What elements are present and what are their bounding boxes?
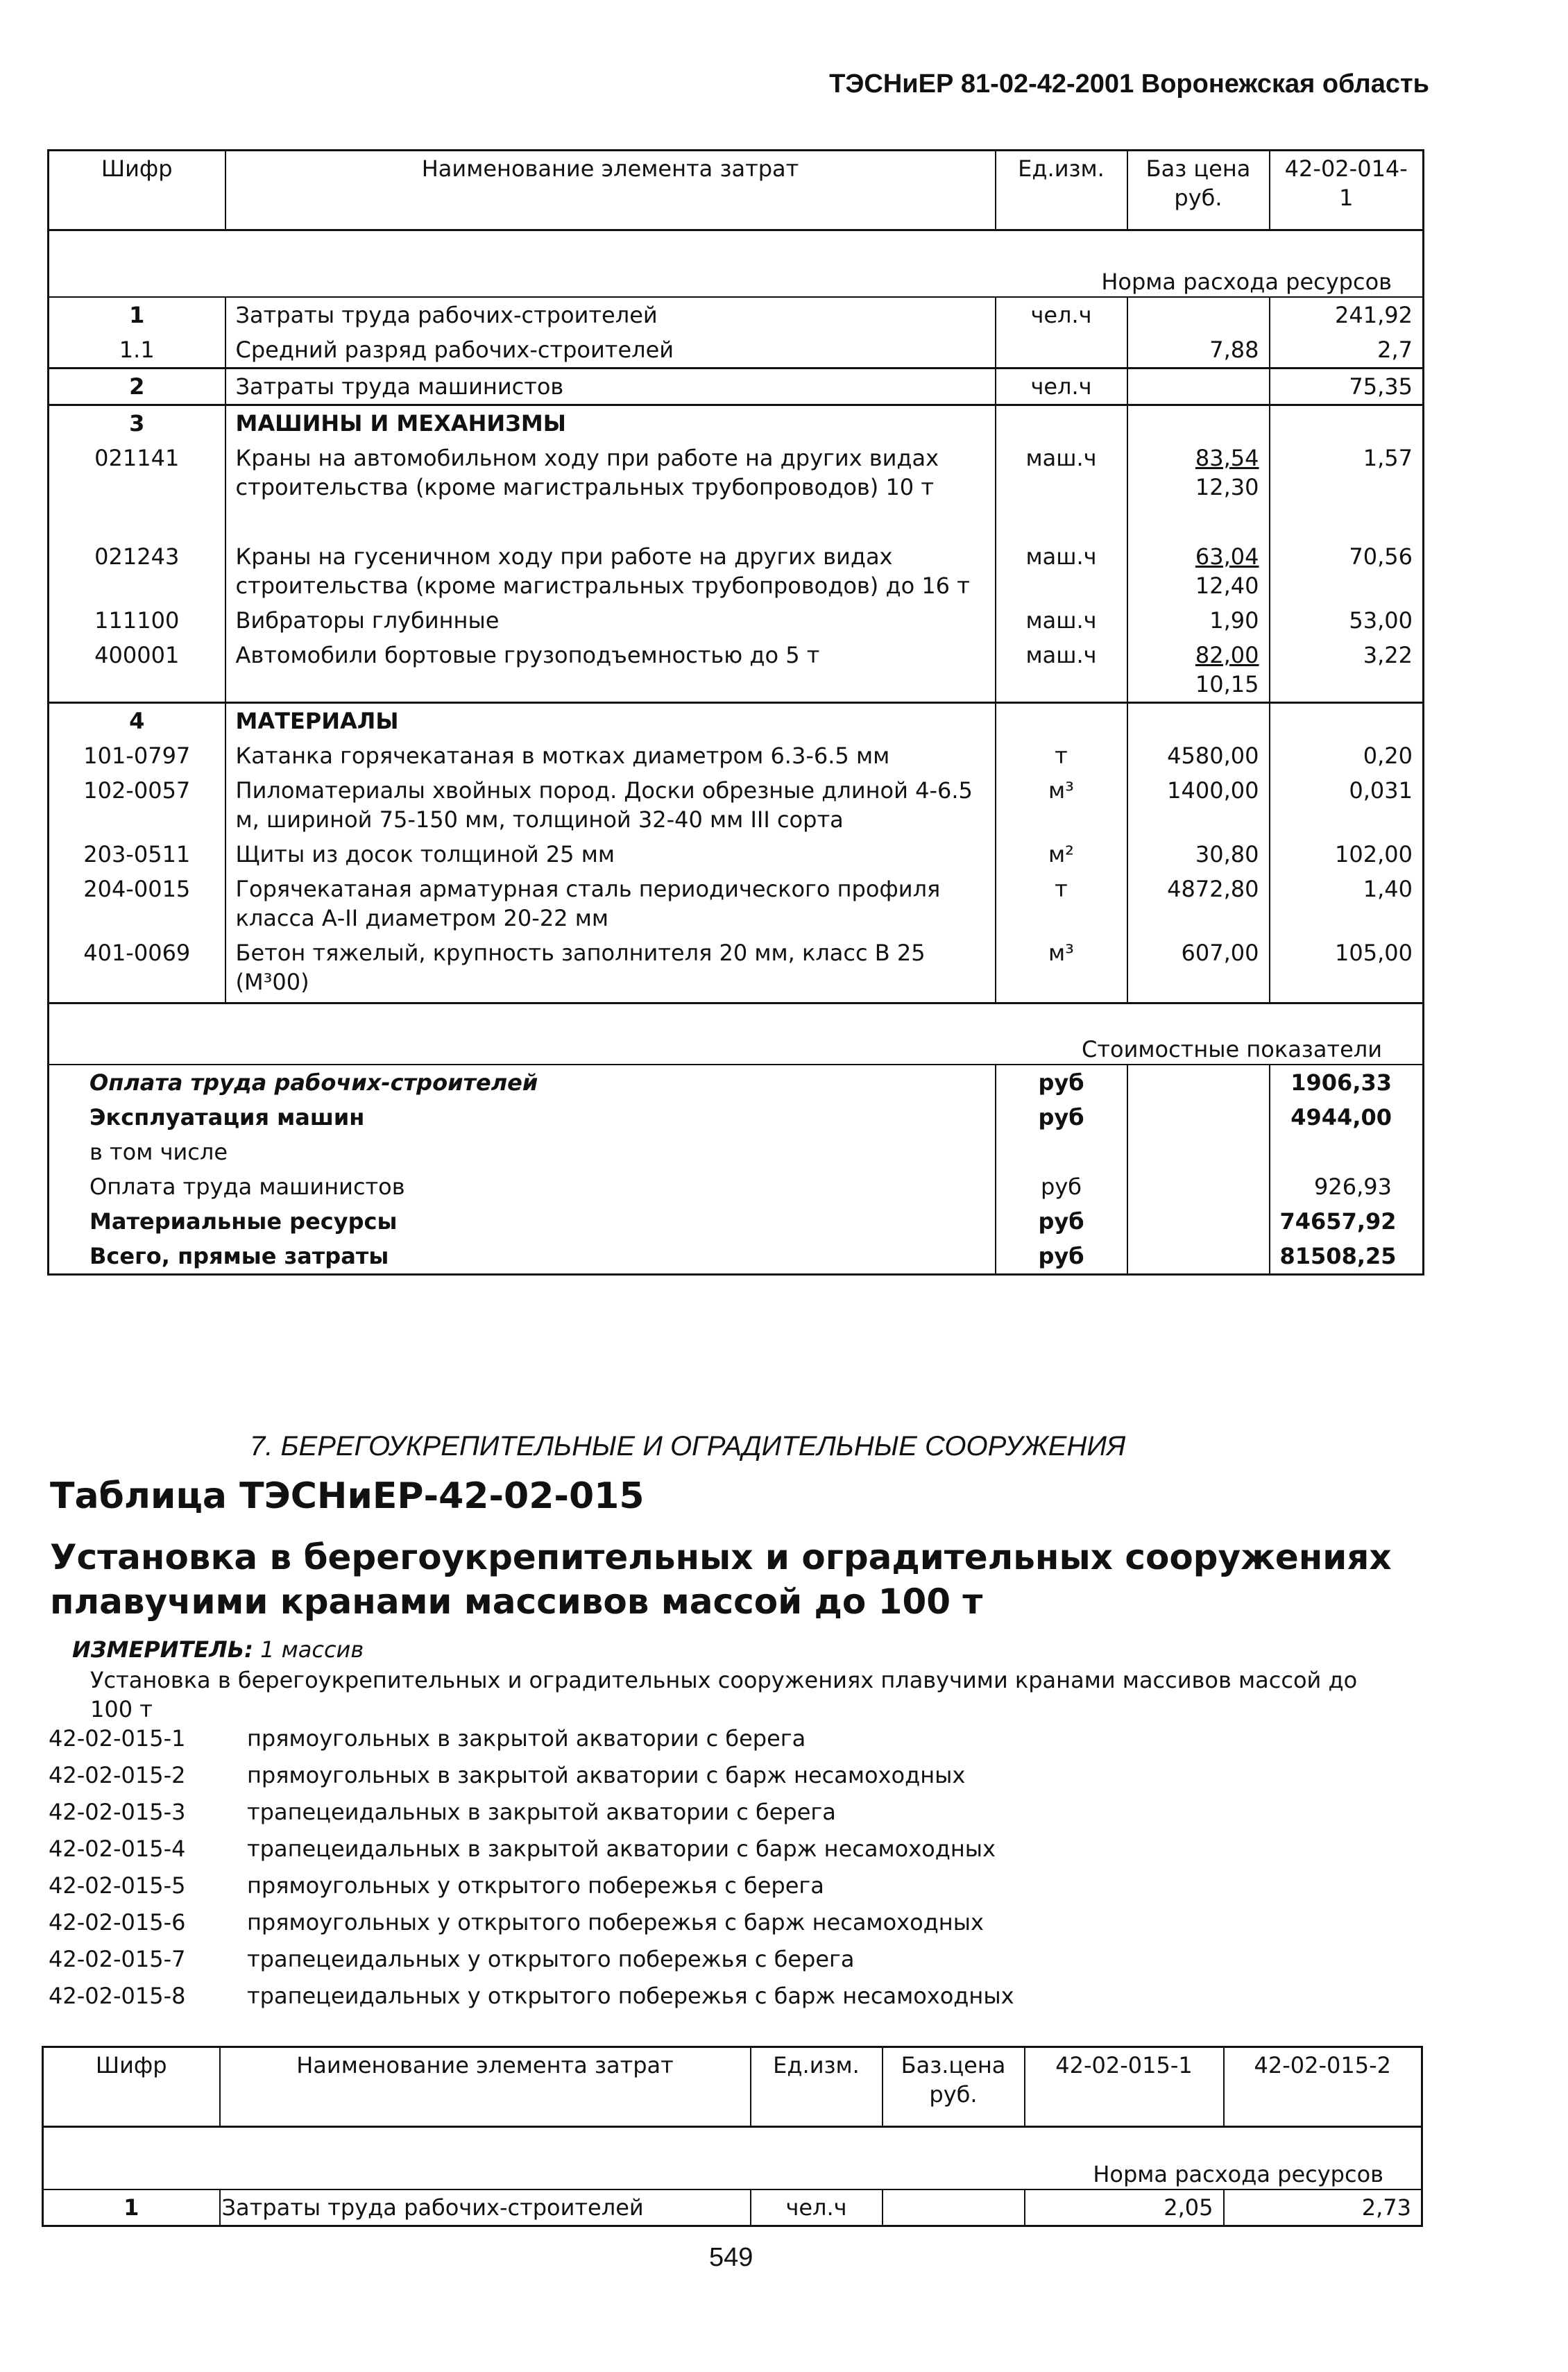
list-item: прямоугольных у открытого побережья с барж несамоходных <box>247 1909 984 1935</box>
cost-caption: Стоимостные показатели <box>1082 1036 1382 1062</box>
description: Установка в берегоукрепительных и оградительных сооружениях плавучими кранами массивов массой до 100 т <box>90 1667 1358 1722</box>
table-row: 111100 Вибраторы глубинные маш.ч 1,90 53,00 <box>49 603 1424 638</box>
page-number: 549 <box>709 2243 753 2272</box>
section-row-machines: 3 МАШИНЫ И МЕХАНИЗМЫ <box>49 405 1424 441</box>
summary-row: Материальные ресурсы руб 74657,92 <box>49 1204 1424 1239</box>
list-item: трапецеидальных у открытого побережья с берега <box>247 1946 855 1972</box>
table-row: 2 Затраты труда машинистов чел.ч 75,35 <box>49 368 1424 405</box>
table-row: 021243 Краны на гусеничном ходу при работе на других видах строительства (кроме магистральных трубопроводов) до 16 т маш.ч 63,04 12,40 70,56 <box>49 539 1424 603</box>
list-item: 42-02-015-8 <box>49 1983 186 2009</box>
col-price: Баз цена руб. <box>1127 151 1270 230</box>
list-item: 42-02-015-3 <box>49 1799 186 1825</box>
list-item: трапецеидальных в закрытой акватории с берега <box>247 1799 836 1825</box>
table-row: 401-0069 Бетон тяжелый, крупность заполнителя 20 мм, класс В 25 (М³00) м³ 607,00 105,00 <box>49 935 1424 1003</box>
table-row: 1 Затраты труда рабочих-строителей чел.ч 241,92 <box>49 297 1424 332</box>
summary-row: Оплата труда машинистов руб 926,93 <box>49 1169 1424 1204</box>
running-header: ТЭСНиЕР 81-02-42-2001 Воронежская область <box>829 69 1429 99</box>
col-unit: Ед.изм. <box>996 151 1127 230</box>
table-subtitle: Установка в берегоукрепительных и оградительных сооружениях плавучими кранами массивов массой до 100 т <box>50 1537 1392 1622</box>
section-title: 7. БЕРЕГОУКРЕПИТЕЛЬНЫЕ И ОГРАДИТЕЛЬНЫЕ СООРУЖЕНИЯ <box>250 1431 1126 1462</box>
list-item: прямоугольных у открытого побережья с берега <box>247 1872 824 1899</box>
list-item: 42-02-015-5 <box>49 1872 186 1899</box>
col-code: Шифр <box>101 155 173 182</box>
table-row: 203-0511 Щиты из досок толщиной 25 мм м² 30,80 102,00 <box>49 837 1424 872</box>
list-item: 42-02-015-6 <box>49 1909 186 1935</box>
table-row: 1.1 Средний разряд рабочих-строителей 7,88 2,7 <box>49 332 1424 368</box>
list-item: прямоугольных в закрытой акватории с берега <box>247 1725 806 1752</box>
table-row: 102-0057 Пиломатериалы хвойных пород. Доски обрезные длиной 4-6.5 м, шириной 75-150 мм, толщиной 32-40 мм III сорта м³ 1400,00 0,031 <box>49 773 1424 837</box>
list-item: прямоугольных в закрытой акватории с барж несамоходных <box>247 1762 966 1788</box>
table-header-row: Шифр Наименование элемента затрат Ед.изм. Баз.цена руб. 42-02-015-1 42-02-015-2 <box>43 2047 1422 2127</box>
meter-label: ИЗМЕРИТЕЛЬ: <box>72 1636 253 1663</box>
table-row: 204-0015 Горячекатаная арматурная сталь периодического профиля класса А-II диаметром 20-22 мм т 4872,80 1,40 <box>49 872 1424 935</box>
item-text-list <box>247 1725 1014 2019</box>
cost-caption-row <box>49 1003 1424 1065</box>
meter-value: 1 массив <box>260 1636 364 1663</box>
list-item: 42-02-015-4 <box>49 1836 186 1862</box>
summary-row: в том числе <box>49 1135 1424 1169</box>
meter <box>72 1636 364 1663</box>
table-row: 101-0797 Катанка горячекатаная в мотках диаметром 6.3-6.5 мм т 4580,00 0,20 <box>49 738 1424 773</box>
list-item: 42-02-015-2 <box>49 1762 186 1788</box>
norm-caption-row <box>49 230 1424 298</box>
resource-table-42-02-015 <box>42 2046 1423 2227</box>
list-item: трапецеидальных у открытого побережья с барж несамоходных <box>247 1983 1014 2009</box>
norm-caption: Норма расхода ресурсов <box>1101 269 1392 295</box>
summary-row: Эксплуатация машин руб 4944,00 <box>49 1100 1424 1135</box>
list-item: 42-02-015-1 <box>49 1725 186 1752</box>
col-norm: 42-02-014-1 <box>1270 151 1424 230</box>
item-code-list <box>49 1725 186 2019</box>
summary-row: Всего, прямые затраты руб 81508,25 <box>49 1239 1424 1275</box>
table-title: Таблица ТЭСНиЕР-42-02-015 <box>50 1475 645 1517</box>
table-header-row <box>49 151 1424 230</box>
norm-caption-row: Норма расхода ресурсов <box>43 2127 1422 2190</box>
table-row: 021141 Краны на автомобильном ходу при работе на других видах строительства (кроме магистральных трубопроводов) 10 т маш.ч 83,54 12,30 1,57 <box>49 441 1424 539</box>
section-row-materials: 4 МАТЕРИАЛЫ <box>49 703 1424 739</box>
list-item: 42-02-015-7 <box>49 1946 186 1972</box>
table-row: 1 Затраты труда рабочих-строителей чел.ч 2,05 2,73 <box>43 2189 1422 2226</box>
col-name: Наименование элемента затрат <box>225 151 996 230</box>
summary-row: Оплата труда рабочих-строителей руб 1906,33 <box>49 1065 1424 1100</box>
table-row: 400001 Автомобили бортовые грузоподъемностью до 5 т маш.ч 82,00 10,15 3,22 <box>49 638 1424 703</box>
list-item: трапецеидальных в закрытой акватории с барж несамоходных <box>247 1836 996 1862</box>
resource-table-42-02-014 <box>47 149 1424 1276</box>
